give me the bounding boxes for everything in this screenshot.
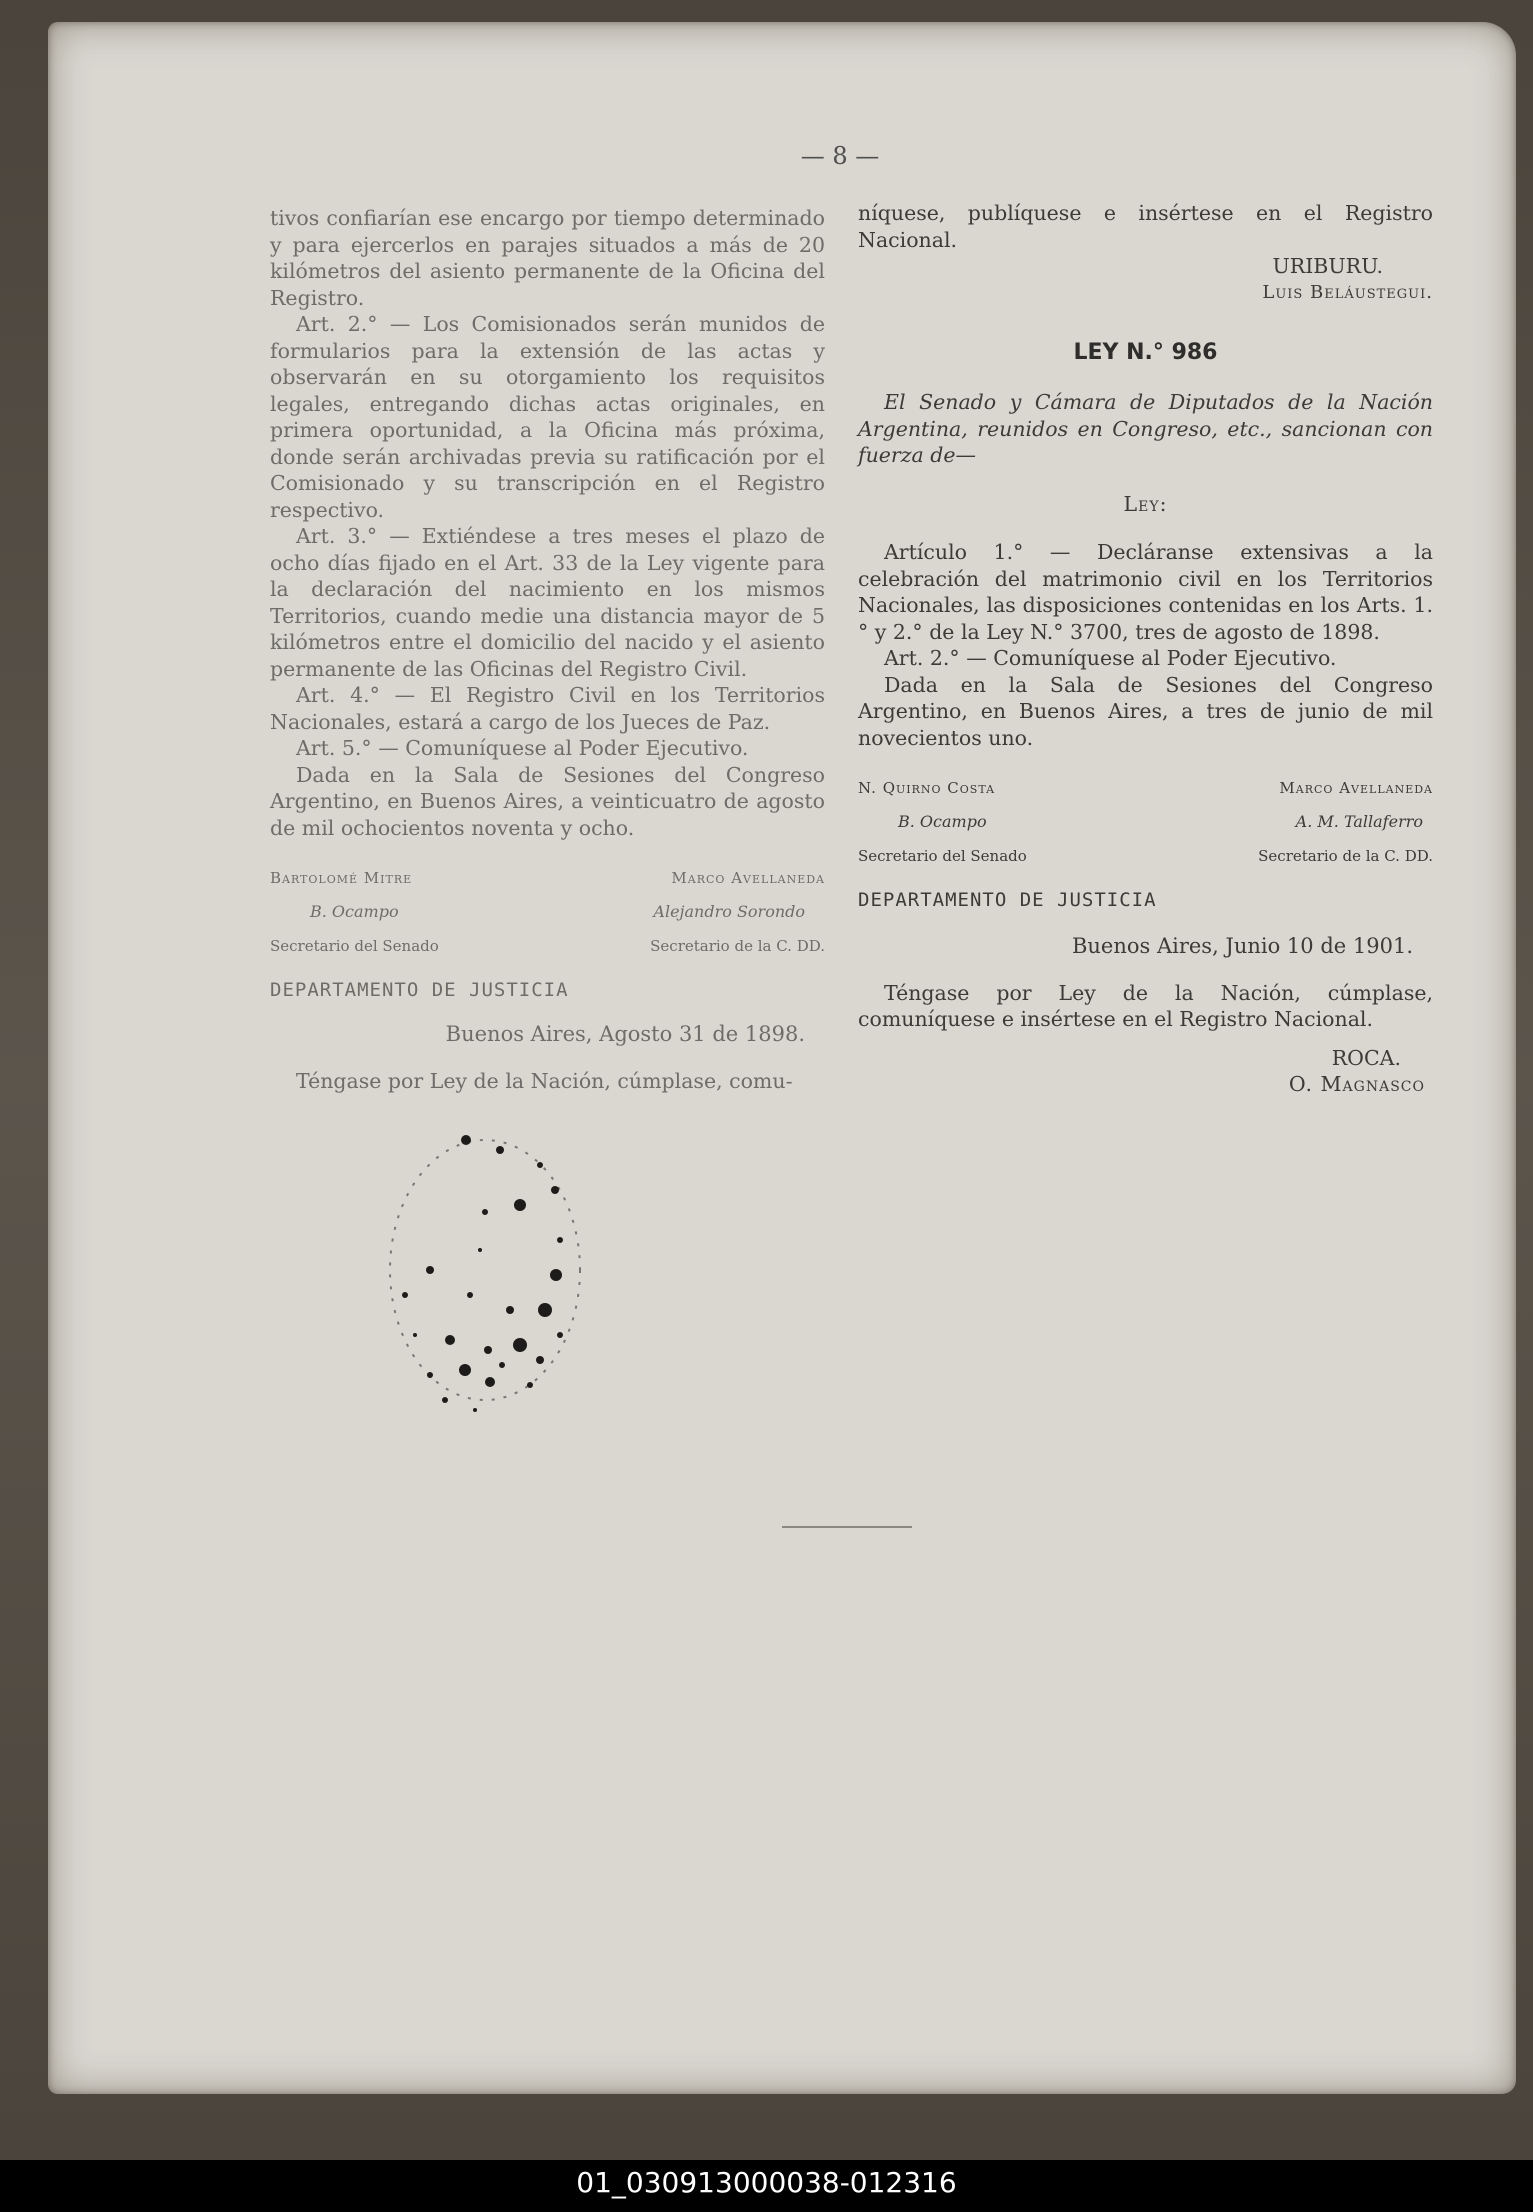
right-sig-block-deputies: [1258, 771, 1433, 873]
right-signatures: [858, 771, 1433, 873]
left-sig-secretary-deputies: Alejandro Sorondo: [653, 902, 805, 921]
left-paragraph-1: tivos confiarían ese encargo por tiempo determinado y para ejercerlos en parajes situados a más de 20 kilómetros del asiento permanente de la Oficina del Registro.: [270, 206, 825, 310]
scan-identifier: 01_030913000038-012316: [576, 2166, 957, 2199]
right-sig-role-deputies: Secretario de la C. DD.: [1258, 847, 1433, 865]
page-number: — 8 —: [800, 142, 880, 170]
right-article-2: Art. 2.° — Comuníquese al Poder Ejecutivo.: [884, 646, 1337, 670]
right-continuation: níquese, publíquese e insértese en el Registro Nacional.: [858, 201, 1433, 252]
right-closing: Téngase por Ley de la Nación, cúmplase, comuníquese e insértese en el Registro Nacional.: [858, 980, 1433, 1031]
left-closing: Téngase por Ley de la Nación, cúmplase, comu-: [296, 1068, 793, 1093]
right-article-1: Artículo 1.° — Decláranse extensivas a la celebración del matrimonio civil en los Territorios Nacionales, las disposiciones contenidas en los Arts. 1.° y 2.° de la Ley N.° 3700, tres de agosto de 1898.: [858, 540, 1433, 644]
right-signer-roca: ROCA.: [1331, 1045, 1401, 1070]
left-sig-block-deputies: [650, 861, 825, 963]
separator-rule: [782, 1526, 912, 1528]
right-column: [858, 200, 1433, 1098]
left-dada: Dada en la Sala de Sesiones del Congreso Argentino, en Buenos Aires, a veinticuatro de agosto de mil ochocientos noventa y ocho.: [270, 762, 825, 840]
left-article-5: Art. 5.° — Comuníquese al Poder Ejecutivo.: [296, 736, 749, 760]
left-sig-president-senate: Bartolomé Mitre: [270, 869, 413, 887]
right-signer-uriburu: URIBURU.: [1272, 254, 1383, 278]
left-sig-secretary-senate: B. Ocampo: [310, 902, 399, 921]
left-article-2: Art. 2.° — Los Comisionados serán munidos de formularios para la extensión de las actas y observarán en su otorgamiento los requisitos legales, entregando dichas actas originales, en primera oportunidad, a la Oficina más próxima, donde serán archivadas previa su ratificación por el Comisionado y su transcripción en el Registro respectivo.: [270, 312, 825, 522]
left-article-4: Art. 4.° — El Registro Civil en los Territorios Nacionales, estará a cargo de los Jueces de Paz.: [270, 683, 825, 734]
right-ley-heading: Ley:: [1123, 491, 1168, 516]
right-sig-block-senate: [858, 771, 1027, 873]
left-sig-role-deputies: Secretario de la C. DD.: [650, 937, 825, 955]
left-article-3: Art. 3.° — Extiéndese a tres meses el plazo de ocho días fijado en el Art. 33 de la Ley vigente para la declaración del nacimiento en los mismos Territorios, cuando medie una distancia mayor de 5 kilómetros entre el domicilio del nacido y el asiento permanente de las Oficinas del Registro Civil.: [270, 524, 825, 681]
ink-stamp-seal: [370, 1120, 600, 1420]
right-sig-secretary-senate: B. Ocampo: [898, 812, 987, 831]
right-sig-secretary-deputies: A. M. Tallaferro: [1295, 812, 1423, 831]
law-title: LEY N.° 986: [1073, 340, 1218, 365]
left-sig-president-deputies: Marco Avellaneda: [671, 869, 825, 887]
left-signatures: [270, 861, 825, 963]
right-sig-president-deputies: Marco Avellaneda: [1279, 779, 1433, 797]
left-department: DEPARTAMENTO DE JUSTICIA: [270, 979, 569, 1001]
left-sig-role-senate: Secretario del Senado: [270, 937, 439, 955]
right-preamble: El Senado y Cámara de Diputados de la Nación Argentina, reunidos en Congreso, etc., sancionan con fuerza de—: [858, 390, 1433, 467]
left-date: Buenos Aires, Agosto 31 de 1898.: [445, 1022, 805, 1046]
left-sig-block-senate: [270, 861, 439, 963]
right-dada: Dada en la Sala de Sesiones del Congreso Argentino, en Buenos Aires, a tres de junio de mil novecientos uno.: [858, 672, 1433, 750]
right-sig-president-senate: N. Quirno Costa: [858, 779, 996, 797]
left-column: [270, 205, 825, 1094]
right-signer-belaustegui: Luis Beláustegui.: [1262, 281, 1433, 303]
right-sig-role-senate: Secretario del Senado: [858, 847, 1027, 865]
right-date: Buenos Aires, Junio 10 de 1901.: [1071, 934, 1413, 958]
right-signer-magnasco: O. Magnasco: [1288, 1072, 1425, 1096]
right-department: DEPARTAMENTO DE JUSTICIA: [858, 889, 1157, 911]
